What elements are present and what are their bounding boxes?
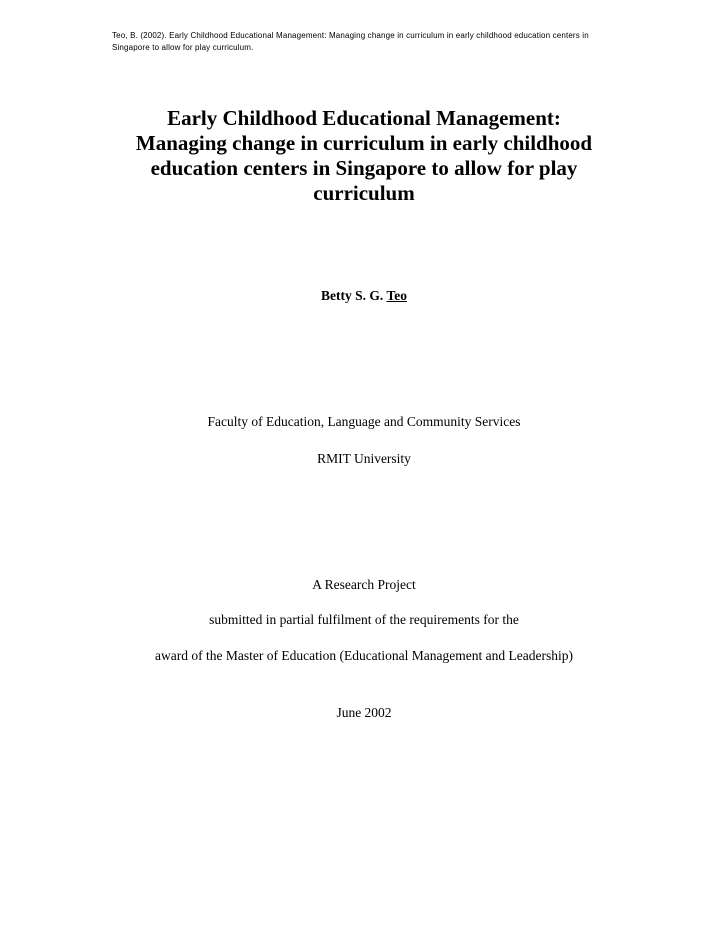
author-surname: Teo: [386, 288, 407, 303]
submission-statement: submitted in partial fulfilment of the requirements for the: [209, 612, 519, 627]
author-name: [0, 287, 728, 305]
title-line-3: education centers in Singapore to allow for play: [150, 156, 578, 180]
title-line-2: Managing change in curriculum in early childhood: [135, 131, 593, 155]
faculty-name: Faculty of Education, Language and Community Services: [207, 414, 521, 429]
project-type: A Research Project: [312, 577, 416, 592]
title-line-4: curriculum: [313, 181, 415, 205]
author-given-names: Betty S. G.: [321, 288, 384, 303]
degree-award: award of the Master of Education (Educational Management and Leadership): [155, 648, 573, 663]
document-title: [100, 106, 628, 206]
title-line-1: Early Childhood Educational Management:: [167, 106, 561, 130]
university-name: RMIT University: [317, 451, 411, 466]
submission-date: June 2002: [336, 705, 392, 720]
running-header-citation: Teo, B. (2002). Early Childhood Educational Management: Managing change in curriculum in early childhood education centers in Singapore to allow for play curriculum.: [112, 31, 589, 52]
